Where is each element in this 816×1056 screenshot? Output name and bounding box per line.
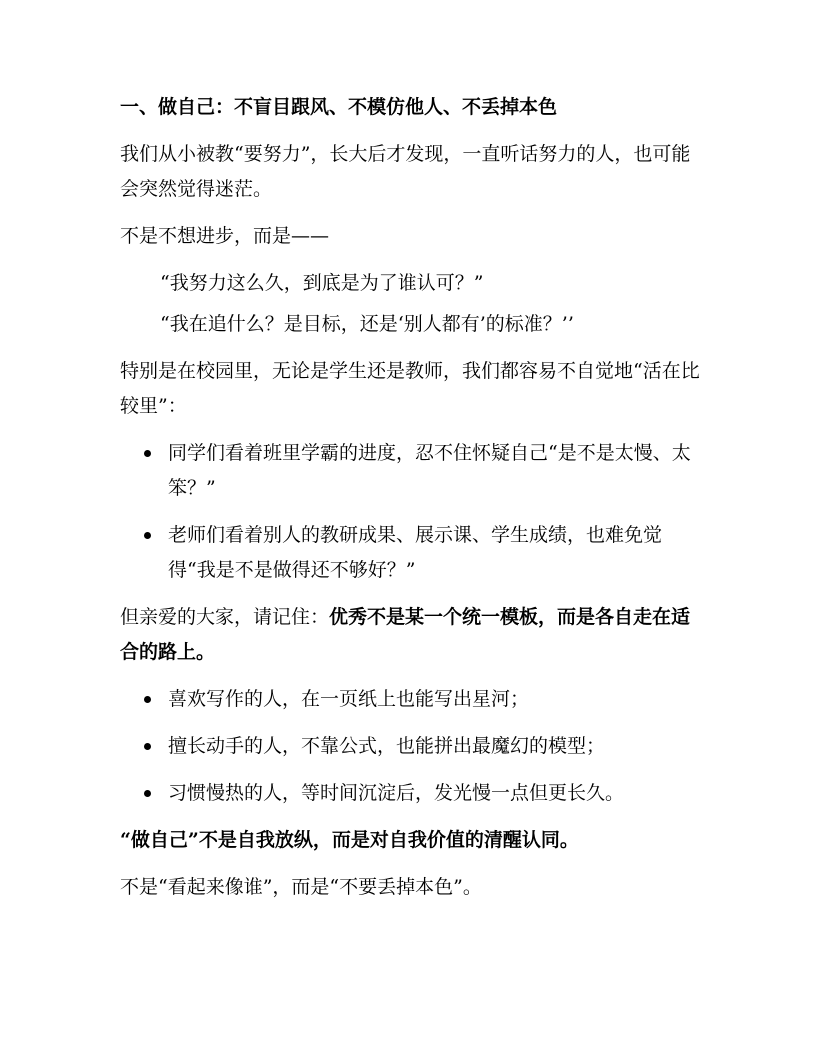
paragraph-remember-emphasis: 优秀不是某一个统一模板，而是各自走在适合的路上。 bbox=[120, 606, 691, 663]
bullet-dot-icon bbox=[144, 532, 151, 539]
list-item bbox=[120, 436, 700, 506]
bullet-list-comparison bbox=[120, 436, 700, 588]
paragraph-closing: 不是“看起来像谁”，而是“不要丢掉本色”。 bbox=[120, 876, 482, 898]
paragraph-intro: 我们从小被教“要努力”，长大后才发现，一直听话努力的人，也可能会突然觉得迷茫。 bbox=[120, 143, 691, 200]
list-item bbox=[120, 776, 700, 811]
document-page bbox=[120, 90, 700, 917]
paragraph-lead-in: 不是不想进步，而是—— bbox=[120, 225, 330, 247]
list-item-text: 同学们看着班里学霸的进度，忍不住怀疑自己“是不是太慢、太笨？” bbox=[168, 442, 691, 499]
section-heading: 一、做自己：不盲目跟风、不模仿他人、不丢掉本色 bbox=[120, 96, 558, 118]
quote-line: “我在追什么？是目标，还是‘别人都有’的标准？’’ bbox=[160, 313, 574, 335]
paragraph-comparison: 特别是在校园里，无论是学生还是教师，我们都容易不自觉地“活在比较里”： bbox=[120, 360, 700, 417]
list-item-text: 老师们看着别人的教研成果、展示课、学生成绩，也难免觉得“我是不是做得还不够好？” bbox=[168, 524, 663, 581]
paragraph-be-yourself: “做自己”不是自我放纵，而是对自我价值的清醒认同。 bbox=[120, 829, 579, 851]
paragraph-remember bbox=[120, 600, 700, 670]
bullet-dot-icon bbox=[144, 743, 151, 750]
bullet-dot-icon bbox=[144, 790, 151, 797]
list-item bbox=[120, 518, 700, 588]
list-item-text: 擅长动手的人，不靠公式，也能拼出最魔幻的模型； bbox=[168, 735, 606, 757]
list-item bbox=[120, 729, 700, 764]
list-item-text: 习惯慢热的人，等时间沉淀后，发光慢一点但更长久。 bbox=[168, 782, 625, 804]
list-item bbox=[120, 682, 700, 717]
paragraph-remember-lead: 但亲爱的大家，请记住： bbox=[120, 606, 330, 628]
bullet-list-examples bbox=[120, 682, 700, 811]
bullet-dot-icon bbox=[144, 450, 151, 457]
quote-line: “我努力这么久，到底是为了谁认可？” bbox=[160, 272, 484, 294]
bullet-dot-icon bbox=[144, 696, 151, 703]
list-item-text: 喜欢写作的人，在一页纸上也能写出星河； bbox=[168, 688, 530, 710]
